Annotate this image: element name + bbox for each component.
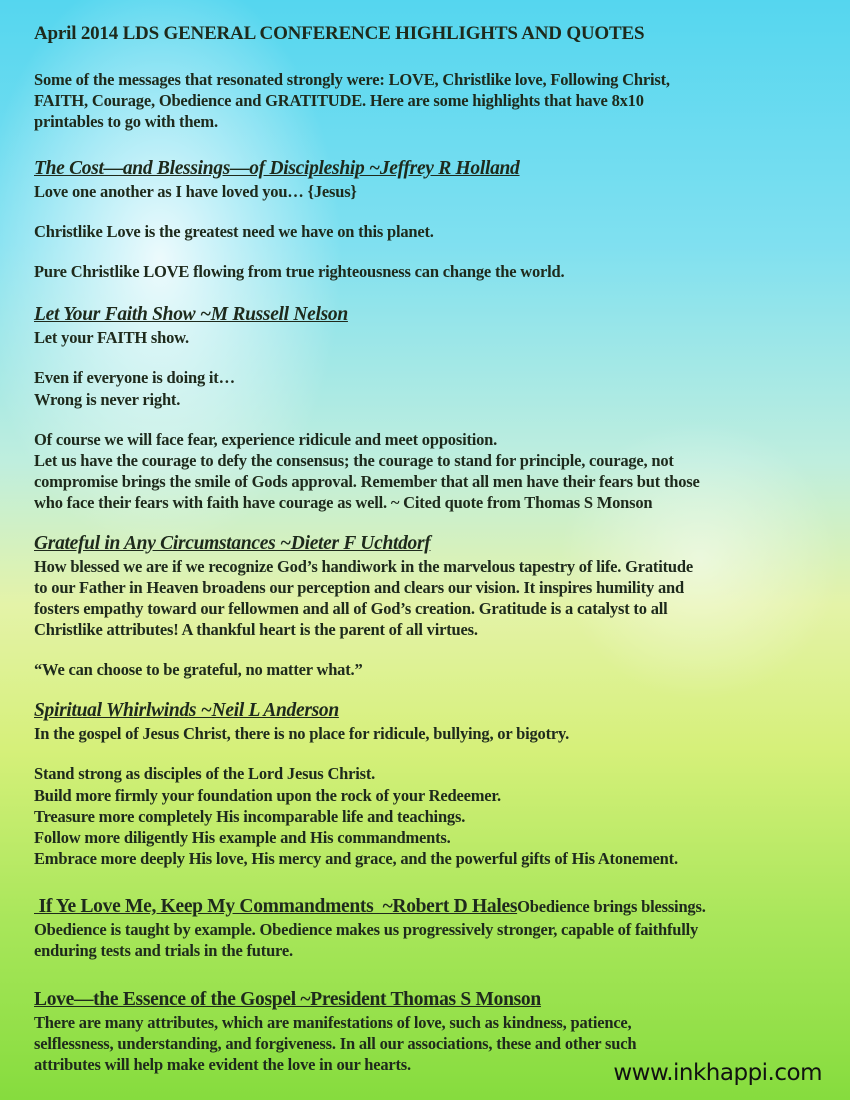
section-heading: Spiritual Whirlwinds ~Neil L Anderson [34,700,339,721]
quote-line: Let us have the courage to defy the consensus; the courage to stand for principle, courage, not [34,451,674,470]
section-heading: The Cost—and Blessings—of Discipleship ~Jeffrey R Holland [34,158,520,179]
quote-line: attributes will help make evident the love in our hearts. [34,1055,411,1074]
website-watermark: www.inkhappi.com [613,1060,822,1086]
quote-line: who face their fears with faith have courage as well. ~ Cited quote from Thomas S Monson [34,493,653,512]
quote-line: “We can choose to be grateful, no matter what.” [34,660,363,679]
section-heading: Let Your Faith Show ~M Russell Nelson [34,304,348,325]
quote-line: Even if everyone is doing it… [34,368,235,387]
quote-line: compromise brings the smile of Gods approval. Remember that all men have their fears but those [34,472,700,491]
quote-line: Pure Christlike LOVE flowing from true righteousness can change the world. [34,262,565,281]
section-heading: Grateful in Any Circumstances ~Dieter F Uchtdorf [34,533,431,554]
section-heading: Love—the Essence of the Gospel ~President Thomas S Monson [34,989,541,1010]
quote-line: Follow more diligently His example and His commandments. [34,828,451,847]
quote-line: Wrong is never right. [34,390,181,409]
quote-line: Christlike attributes! A thankful heart is the parent of all virtues. [34,620,478,639]
quote-line: Love one another as I have loved you… {Jesus} [34,182,357,201]
section-heading: If Ye Love Me, Keep My Commandments ~Robert D Hales [34,896,518,917]
quote-line: enduring tests and trials in the future. [34,941,293,960]
quote-line: There are many attributes, which are manifestations of love, such as kindness, patience, [34,1013,632,1032]
quote-line: Christlike Love is the greatest need we have on this planet. [34,222,434,241]
quote-line: Stand strong as disciples of the Lord Jesus Christ. [34,764,376,783]
quote-line: Embrace more deeply His love, His mercy and grace, and the powerful gifts of His Atonement. [34,849,678,868]
quote-line: selflessness, understanding, and forgiveness. In all our associations, these and other such [34,1034,637,1053]
quote-line: to our Father in Heaven broadens our perception and clears our vision. It inspires humility and [34,578,684,597]
quote-line: fosters empathy toward our fellowmen and all of God’s creation. Gratitude is a catalyst to all [34,599,668,618]
intro-line: printables to go with them. [34,112,218,131]
quote-line: Of course we will face fear, experience ridicule and meet opposition. [34,430,498,449]
quote-line: Build more firmly your foundation upon the rock of your Redeemer. [34,786,501,805]
quote-line: How blessed we are if we recognize God’s handiwork in the marvelous tapestry of life. Gratitude [34,557,693,576]
quote-line: Obedience brings blessings. [517,897,706,916]
quote-line: Let your FAITH show. [34,328,189,347]
quote-line: Treasure more completely His incomparable life and teachings. [34,807,466,826]
intro-line: Some of the messages that resonated strongly were: LOVE, Christlike love, Following Christ, [34,70,670,89]
quote-line: Obedience is taught by example. Obedience makes us progressively stronger, capable of faithfully [34,920,699,939]
section-heading-row [34,897,706,917]
page-title: April 2014 LDS GENERAL CONFERENCE HIGHLIGHTS AND QUOTES [34,23,645,44]
quote-line: In the gospel of Jesus Christ, there is no place for ridicule, bullying, or bigotry. [34,724,570,743]
intro-line: FAITH, Courage, Obedience and GRATITUDE. Here are some highlights that have 8x10 [34,91,644,110]
